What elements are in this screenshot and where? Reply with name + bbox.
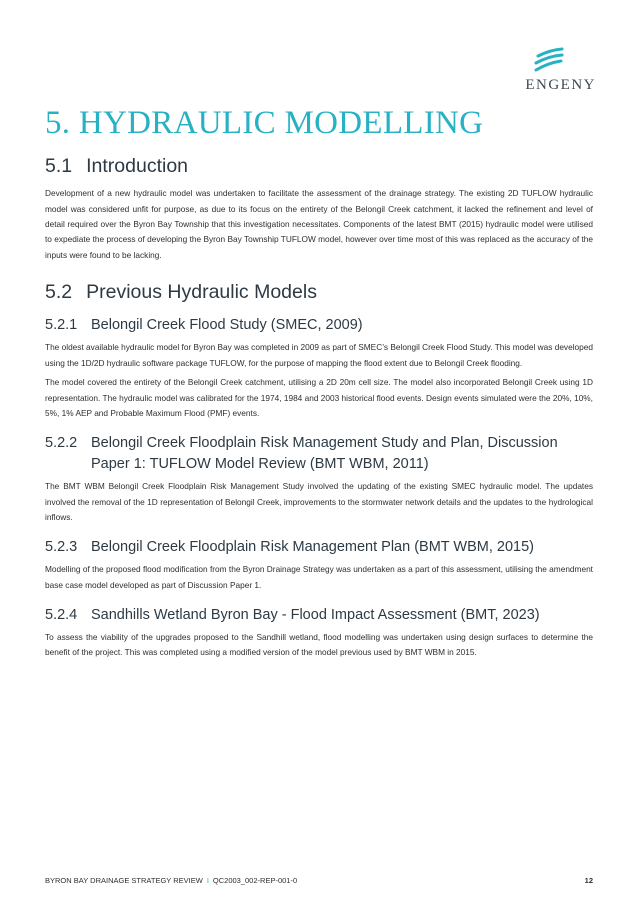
section-title: Introduction bbox=[86, 155, 189, 177]
subsection-title: Belongil Creek Floodplain Risk Management Plan (BMT WBM, 2015) bbox=[91, 539, 534, 556]
section-heading-5-2 bbox=[45, 280, 593, 304]
subsection-number: 5.2.4 bbox=[45, 606, 78, 623]
paragraph: The oldest available hydraulic model for Byron Bay was completed in 2009 as part of SMEC’s Belongil Creek Flood Study. This model was developed using the 1D/2D hydraulic software package TUFLOW, for the purpose of mapping the flood extent due to Belongil Creek flooding. bbox=[45, 342, 593, 368]
section-heading-5-1 bbox=[45, 154, 593, 178]
subsection-heading-5-2-1 bbox=[45, 315, 593, 336]
logo-mark-icon bbox=[534, 47, 564, 73]
chapter-title: 5. HYDRAULIC MODELLING bbox=[45, 105, 484, 141]
footer-separator: I bbox=[206, 876, 209, 885]
footer-document-title: BYRON BAY DRAINAGE STRATEGY REVIEW bbox=[45, 876, 203, 885]
footer-document-reference: QC2003_002-REP-001-0 bbox=[212, 876, 298, 885]
subsection-title: Belongil Creek Flood Study (SMEC, 2009) bbox=[91, 317, 363, 334]
subsection-heading-5-2-4 bbox=[45, 605, 593, 626]
logo-wordmark: ENGENY bbox=[525, 77, 596, 93]
engeny-logo bbox=[500, 47, 596, 97]
subsection-number: 5.2.2 bbox=[45, 435, 78, 452]
subsection-heading-5-2-2 bbox=[45, 433, 593, 475]
page-number: 12 bbox=[584, 876, 593, 885]
page-body bbox=[45, 154, 593, 661]
paragraph: Development of a new hydraulic model was undertaken to facilitate the assessment of the drainage strategy. The existing 2D TUFLOW hydraulic model was considered unfit for purpose, as due to its focus on the entirety of the Belongil Creek catchment, it lacked the refinement and level of detail required over the Byron Bay Township that this investigation necessitates. Components of the latest BMT (2015) hydraulic model were utilised to expediate the process of developing the Byron Bay Township TUFLOW model, however over time most of this was replaced as the accuracy of the inputs were found to be lacking. bbox=[45, 188, 593, 260]
subsection-title: Sandhills Wetland Byron Bay - Flood Impact Assessment (BMT, 2023) bbox=[91, 606, 540, 623]
subsection-number: 5.2.1 bbox=[45, 317, 78, 334]
section-number: 5.1 bbox=[45, 155, 73, 177]
page-footer bbox=[45, 876, 593, 885]
paragraph: The model covered the entirety of the Belongil Creek catchment, utilising a 2D 20m cell size. The model also incorporated Belongil Creek using 1D representation. The hydraulic model was calibrated for the 1974, 1984 and 2003 historical flood events. Design events simulated were the 20%, 10%, 5%, 1% AEP and Probable Maximum Flood (PMF) events. bbox=[45, 377, 593, 418]
section-number: 5.2 bbox=[45, 281, 73, 304]
subsection-number: 5.2.3 bbox=[45, 539, 78, 556]
paragraph: To assess the viability of the upgrades proposed to the Sandhill wetland, flood modelling was undertaken using design surfaces to determine the benefit of the project. This was completed using a modified version of the model previous used by BMT WBM in 2015. bbox=[45, 631, 593, 658]
footer-left bbox=[45, 876, 297, 885]
section-title: Previous Hydraulic Models bbox=[86, 281, 317, 304]
subsection-heading-5-2-3 bbox=[45, 537, 593, 558]
subsection-title: Belongil Creek Floodplain Risk Management Study and Plan, Discussion Paper 1: TUFLOW Model Review (BMT WBM, 2011) bbox=[91, 435, 558, 473]
paragraph: Modelling of the proposed flood modification from the Byron Drainage Strategy was undertaken as a part of this assessment, utilising the amendment base case model developed as part of Discussion Paper 1. bbox=[45, 564, 593, 590]
paragraph: The BMT WBM Belongil Creek Floodplain Risk Management Study involved the updating of the existing SMEC hydraulic model. The updates involved the removal of the 1D representation of Belongil Creek, improvements to the stormwater network details and the updates to the hydrological inflows. bbox=[45, 481, 593, 522]
